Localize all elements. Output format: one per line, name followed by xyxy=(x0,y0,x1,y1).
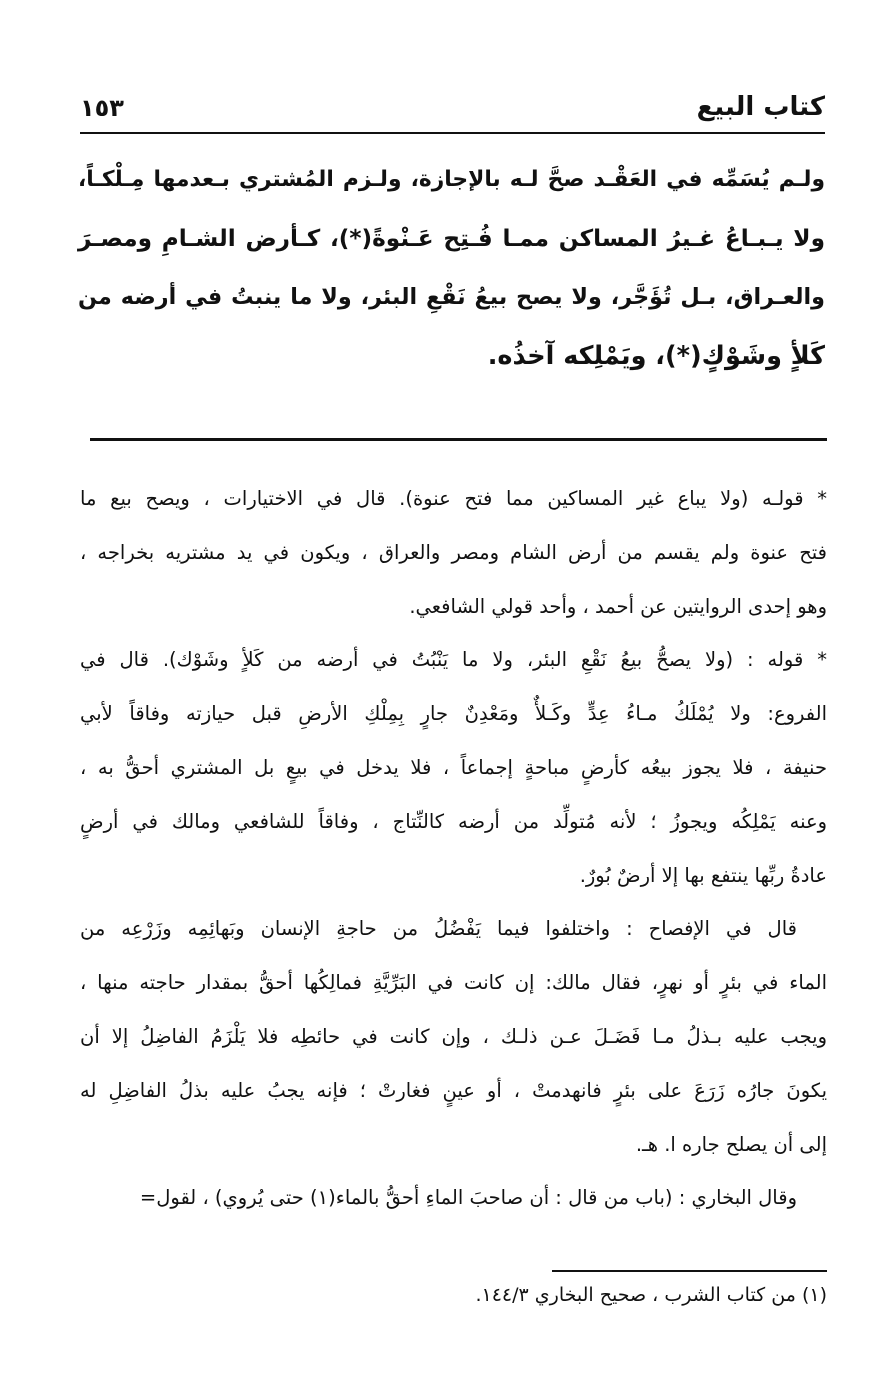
main-text-line: كَلأٍ وشَوْكٍ(*)، ويَمْلِكه آخذُه. xyxy=(487,341,825,371)
page-number: ١٥٣ xyxy=(80,94,124,122)
commentary-line: فتح عنوة ولم يقسم من أرض الشام ومصر والعراق ، ويكون في يد مشتريه بخراجه ، xyxy=(80,540,827,564)
commentary-paragraph xyxy=(80,902,827,1171)
page-header xyxy=(80,92,825,132)
commentary-paragraph xyxy=(80,1171,827,1225)
footnote-rule xyxy=(552,1270,827,1272)
commentary-line: الفروع: ولا يُمْلَكُ مـاءُ عِدٍّ وكَـلأٌ ومَعْدِنٌ جارٍ بِمِلْكِ الأرضِ قبل حيازته وفاقاً لأبي xyxy=(80,702,827,726)
running-title: كتاب البيع xyxy=(696,92,825,122)
commentary-line: حنيفة ، فلا يجوز بيعُه كأرضٍ مباحةٍ إجماعاً ، فلا يدخل في بيعٍ بل المشتري أحقُّ به ، xyxy=(80,755,827,779)
commentary-line: وعنه يَمْلِكُه ويجوزُ ؛ لأنه مُتولِّد من أرضه كالنِّتاج ، وفاقاً للشافعي ومالك في أرضٍ xyxy=(80,809,827,833)
commentary xyxy=(80,472,827,1225)
commentary-line: عادةُ ربِّها ينتفع بها إلا أرضٌ بُورٌ. xyxy=(579,863,827,887)
text-divider xyxy=(90,438,827,441)
commentary-line: قال في الإفصاح : واختلفوا فيما يَفْضُلُ من حاجةِ الإنسان وبَهائِمِه وزَرْعِه من xyxy=(80,917,797,941)
commentary-line: ويجب عليه بـذلُ مـا فَضَـلَ عـن ذلـك ، وإن كانت في حائطِه فلا يَلْزَمُ الفاضِلُ إلا أن xyxy=(80,1024,827,1048)
commentary-line: الماء في بئرٍ أو نهرٍ، فقال مالك: إن كانت في البَرِّيَّةِ فمالِكُها أحقُّ بمقدار حاجته منها ، xyxy=(80,971,827,995)
main-text-line: ولـم يُسَمِّه في العَقْـد صحَّ لـه بالإجازة، ولـزم المُشتري بـعدمها مِـلْكـاً، xyxy=(78,167,825,192)
commentary-line: * قوله : (ولا يصحُّ بيعُ نَقْعِ البئر، ولا ما يَنْبُتُ في أرضه من كَلأٍ وشَوْك). قال في xyxy=(80,648,827,672)
commentary-line: وقال البخاري : (باب من قال : أن صاحبَ الماءِ أحقُّ بالماء(١) حتى يُروي) ، لقول= xyxy=(139,1186,797,1210)
commentary-line: يكونَ جارُه زَرَعَ على بئرٍ فانهدمتْ ، أو عينٍ فغارتْ ؛ فإنه يجبُ عليه بذلُ الفاضِلِ له xyxy=(80,1078,827,1102)
commentary-paragraph xyxy=(80,472,827,633)
commentary-paragraph xyxy=(80,633,827,902)
main-text xyxy=(78,150,825,386)
commentary-line: * قولـه (ولا يباع غير المساكين مما فتح عنوة). قال في الاختيارات ، ويصح بيع ما xyxy=(80,487,827,510)
footnote: (١) من كتاب الشرب ، صحيح البخاري ١٤٤/٣. xyxy=(475,1284,827,1306)
header-rule xyxy=(80,132,825,134)
commentary-line: وهو إحدى الروايتين عن أحمد ، وأحد قولي الشافعي. xyxy=(409,594,827,618)
main-text-line: ولا يـبـاعُ غـيرُ المساكن ممـا فُـتِح عَـنْوةً(*)، كـأرض الشـامِ ومصـرَ xyxy=(78,225,825,252)
commentary-line: إلى أن يصلح جاره ا. هـ. xyxy=(635,1132,827,1156)
main-text-line: والعـراق، بـل تُؤَجَّر، ولا يصح بيعُ نَقْعِ البئر، ولا ما ينبتُ في أرضه من xyxy=(78,284,825,310)
